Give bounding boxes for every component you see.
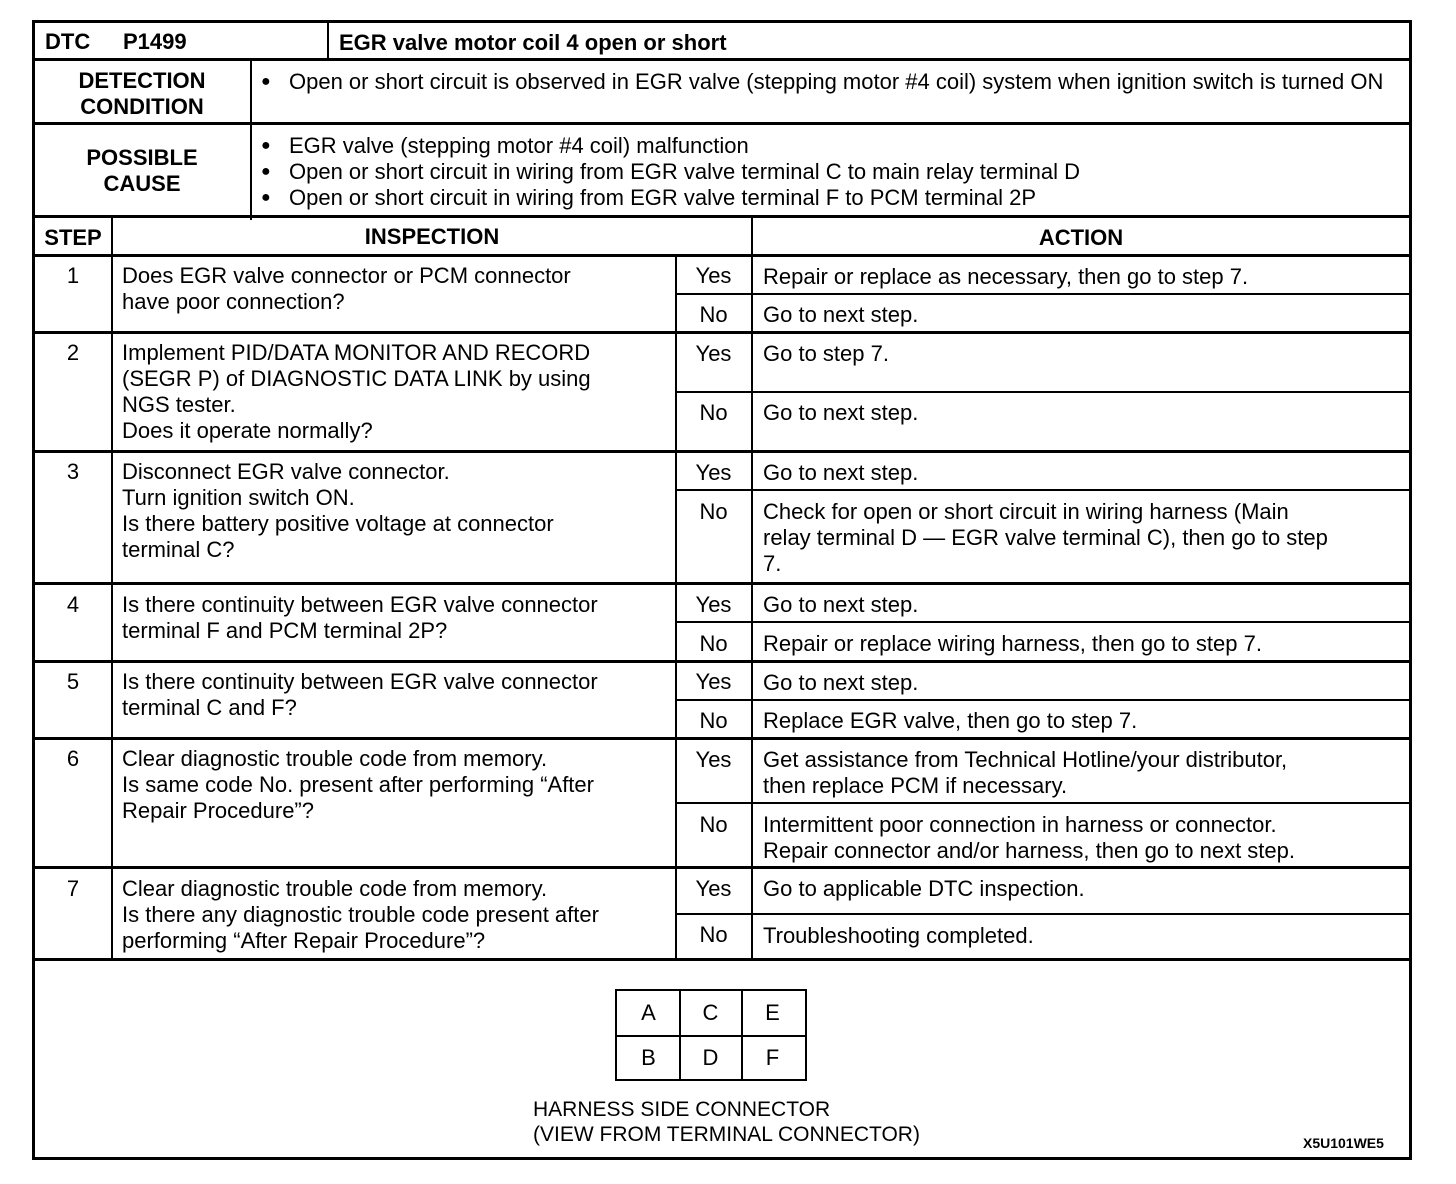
no-action: Intermittent poor connection in harness or connector. Repair connector and/or harness, then go to next step. — [763, 812, 1295, 863]
divider — [35, 254, 1409, 257]
yes-label: Yes — [695, 876, 732, 901]
yes-action: Go to applicable DTC inspection. — [763, 876, 1085, 901]
divider — [751, 217, 753, 959]
connector-pin: D — [702, 1045, 719, 1070]
no-label: No — [699, 499, 728, 524]
step-inspection: Implement PID/DATA MONITOR AND RECORD (SEGR P) of DIAGNOSTIC DATA LINK by using NGS tester. Does it operate normally? — [122, 340, 591, 443]
divider — [35, 660, 1409, 663]
dtc-table — [32, 20, 1412, 1160]
step-number: 5 — [66, 669, 80, 694]
step-number: 1 — [66, 263, 80, 288]
harness-connector-diagram — [615, 989, 807, 1081]
step-number: 3 — [66, 459, 80, 484]
column-header-action: ACTION — [1038, 225, 1124, 250]
divider — [675, 913, 1409, 915]
dtc-title: EGR valve motor coil 4 open or short — [339, 30, 727, 55]
no-label: No — [699, 812, 728, 837]
yes-action: Go to step 7. — [763, 341, 889, 366]
detection-list — [253, 69, 1403, 95]
yes-action: Go to next step. — [763, 670, 919, 695]
yes-label: Yes — [695, 263, 732, 288]
connector-caption: HARNESS SIDE CONNECTOR (VIEW FROM TERMINAL CONNECTOR) — [533, 1098, 920, 1146]
divider — [675, 802, 1409, 804]
divider — [327, 23, 329, 59]
possible-cause-label: POSSIBLE CAUSE — [86, 145, 198, 196]
possible-cause-item: ● EGR valve (stepping motor #4 coil) malfunction — [253, 133, 1403, 159]
yes-action: Get assistance from Technical Hotline/your distributor, then replace PCM if necessary. — [763, 747, 1288, 798]
divider — [35, 958, 1409, 961]
detection-label: DETECTION CONDITION — [78, 68, 206, 119]
step-inspection: Clear diagnostic trouble code from memory. Is there any diagnostic trouble code present after performing “After Repair Procedure”? — [122, 876, 599, 953]
no-action: Go to next step. — [763, 400, 919, 425]
dtc-code: P1499 — [123, 29, 187, 54]
no-action: Go to next step. — [763, 302, 919, 327]
divider — [35, 737, 1409, 740]
no-label: No — [699, 400, 728, 425]
detection-item: ● Open or short circuit is observed in EGR valve (stepping motor #4 coil) system when ignition switch is turned ON — [253, 69, 1403, 95]
connector-pin: B — [641, 1045, 656, 1070]
yes-action: Go to next step. — [763, 460, 919, 485]
column-header-inspection: INSPECTION — [364, 224, 500, 249]
yes-action: Repair or replace as necessary, then go to step 7. — [763, 264, 1249, 289]
dtc-label: DTC — [45, 29, 91, 54]
step-number: 6 — [66, 746, 80, 771]
step-number: 4 — [66, 592, 80, 617]
connector-pin: E — [765, 1000, 780, 1025]
step-inspection: Is there continuity between EGR valve connector terminal F and PCM terminal 2P? — [122, 592, 598, 643]
connector-pin: C — [702, 1000, 719, 1025]
no-label: No — [699, 922, 728, 947]
divider — [35, 122, 1409, 125]
yes-label: Yes — [695, 669, 732, 694]
figure-id: X5U101WE5 — [1303, 1135, 1384, 1151]
column-header-step: STEP — [44, 225, 102, 250]
yes-label: Yes — [695, 460, 732, 485]
divider — [675, 489, 1409, 491]
divider — [35, 215, 1409, 218]
divider — [675, 293, 1409, 295]
divider — [111, 217, 113, 959]
divider — [35, 450, 1409, 453]
no-action: Check for open or short circuit in wiring harness (Main relay terminal D — EGR valve terminal C), then go to step 7. — [763, 499, 1328, 576]
no-action: Repair or replace wiring harness, then go to step 7. — [763, 631, 1262, 656]
divider — [35, 582, 1409, 585]
yes-action: Go to next step. — [763, 592, 919, 617]
connector-pin: F — [765, 1045, 780, 1070]
possible-cause-list — [253, 133, 1403, 211]
divider — [675, 699, 1409, 701]
divider — [35, 58, 1409, 61]
divider — [675, 621, 1409, 623]
no-action: Troubleshooting completed. — [763, 923, 1034, 948]
connector-pin: A — [641, 1000, 656, 1025]
no-label: No — [699, 708, 728, 733]
step-inspection: Clear diagnostic trouble code from memory. Is same code No. present after performing “After Repair Procedure”? — [122, 746, 594, 823]
yes-label: Yes — [695, 592, 732, 617]
divider — [35, 866, 1409, 869]
no-action: Replace EGR valve, then go to step 7. — [763, 708, 1138, 733]
step-inspection: Is there continuity between EGR valve connector terminal C and F? — [122, 669, 598, 720]
yes-label: Yes — [695, 341, 732, 366]
step-inspection: Does EGR valve connector or PCM connector have poor connection? — [122, 263, 571, 314]
divider — [35, 331, 1409, 334]
step-inspection: Disconnect EGR valve connector. Turn ignition switch ON. Is there battery positive voltage at connector terminal C? — [122, 459, 554, 562]
divider — [250, 60, 252, 220]
no-label: No — [699, 631, 728, 656]
step-number: 7 — [66, 876, 80, 901]
possible-cause-item: ● Open or short circuit in wiring from EGR valve terminal F to PCM terminal 2P — [253, 185, 1403, 211]
divider — [675, 391, 1409, 393]
possible-cause-item: ● Open or short circuit in wiring from EGR valve terminal C to main relay terminal D — [253, 159, 1403, 185]
step-number: 2 — [66, 340, 80, 365]
no-label: No — [699, 302, 728, 327]
yes-label: Yes — [695, 747, 732, 772]
